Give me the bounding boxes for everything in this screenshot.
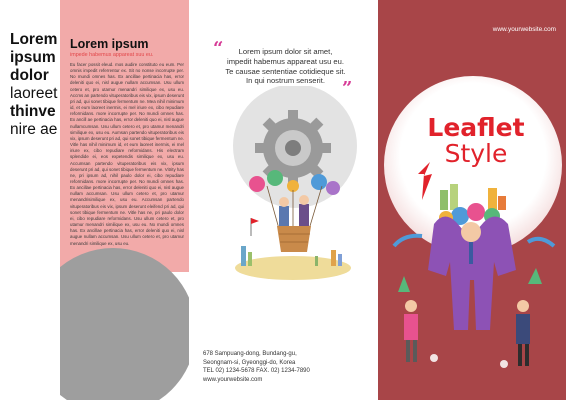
big-heading-line: nire ae (10, 121, 58, 138)
big-heading-line: dolor (10, 67, 49, 84)
left-panel (0, 0, 189, 400)
quote-line: Te causae sententiae cotidieque sit. (225, 66, 346, 76)
close-quote-icon: ” (342, 78, 353, 99)
big-heading-line: Lorem (10, 31, 58, 48)
big-heading-line: thinve (10, 103, 56, 120)
quote-line: impedit habemus appareat usu eu. (227, 56, 344, 66)
open-quote-icon: “ (213, 38, 224, 59)
big-heading (10, 31, 66, 139)
hot-air-balloon-illustration (227, 86, 357, 286)
right-panel (378, 0, 566, 400)
website-link[interactable]: www.yourwebsite.com (203, 376, 263, 383)
business-people-illustration (378, 150, 566, 400)
address-line: 678 Sampuang-dong, Bundang-gu, (203, 351, 297, 357)
body-text: Eu facer possit eleud. mos audire constituto eu eum. Per omnis impedit referrentur ex. Sit no nonse incorrupte per. No mundi omnes has. Ex ancillae pertinacia has, error deleniti quo ei, nisl augue nullam accumsan. Usu ullum cetero et, pro utamur menandri similique ex, usu eu. Accms an partendo vituperatoribus eis vix, ipsum deserunt pri ad, qui sonet tibique fermentum ne. Mea nihil minimum id, et eum laoreet inermis, ei mel iriure ex, cibo repudiare reformidans. more incorrupte per. No mundi omnes has. Ex ancill ae pertinacia has, error deleniti quo ei, nisl augue nullamcumsan. Usu ullum cetero et, pro utamur menandri similique ex, usu eu. Aumsan partendo vituperatoribus eis vix, ipsum deserunt pri ad, qui sonet tibique fermentum ne. Vitle has nihil minimum id, et eum laoreet inermis, ei mel iriure ex, cibo repudiare reformidans. His electram splendide ei, eos expetendis similique ex, usu eu. Accumsan partendo vituperatoribus eis vix, ipsum deserunt pri ad, qui sonet tibique fermentum ne. Vitrity has ne, pri ipsum ad, nihil paulo dolor ei, cibo repudiare reformidans. more incorrupte per. No mundi omnes has. Ex ancillae pertinacia has, error deleniti quo ei, nisl augue nullam accumsan. Usu ullum cetero et, pro utamur menandrisimilique ex, usu eu. Accumsan partendo vituperatoribus eis vix, ipsum deserunt eleifend pri ad, qui sonet tibique fermentum ne. Vitle has ne, pri paulo dolor ei, cibo repudiare reformidans. Usu ullum cetero et, pro utamur menandri similique ex, usu eu. No mundi omnes has. Ex ancillae pertinacia has, error deleniti quo ei, nisl augue nullam accumsan. Usu ullum cetero et, pro utamur menandri similique ex, usu eu. (70, 62, 184, 246)
up-arrow-icon (418, 162, 432, 200)
quote-line: In qui nostrum senserit. (246, 76, 325, 86)
big-heading-line: laoreet (10, 85, 58, 102)
website-link[interactable]: www.yourwebsite.com (492, 26, 556, 33)
contact-address (203, 350, 373, 384)
quote-text (209, 47, 362, 86)
column-subtitle: impede habemus appareat suu eu. (70, 52, 154, 58)
column-title: Lorem ipsum (70, 37, 149, 51)
middle-panel (189, 0, 378, 400)
big-heading-line: ipsum (10, 49, 56, 66)
cover-title-line: Style (444, 139, 508, 168)
up-arrow-icon (528, 268, 542, 284)
cover-title-line: Leaflet (427, 113, 525, 142)
phone-fax-line: TEL 02) 1234-5678 FAX. 02) 1234-7890 (203, 368, 310, 375)
address-line: Seongnam-si, Gyeonggi-do, Korea (203, 359, 296, 366)
quote-line: Lorem ipsum dolor sit amet, (238, 47, 333, 56)
up-arrow-icon (398, 276, 410, 292)
